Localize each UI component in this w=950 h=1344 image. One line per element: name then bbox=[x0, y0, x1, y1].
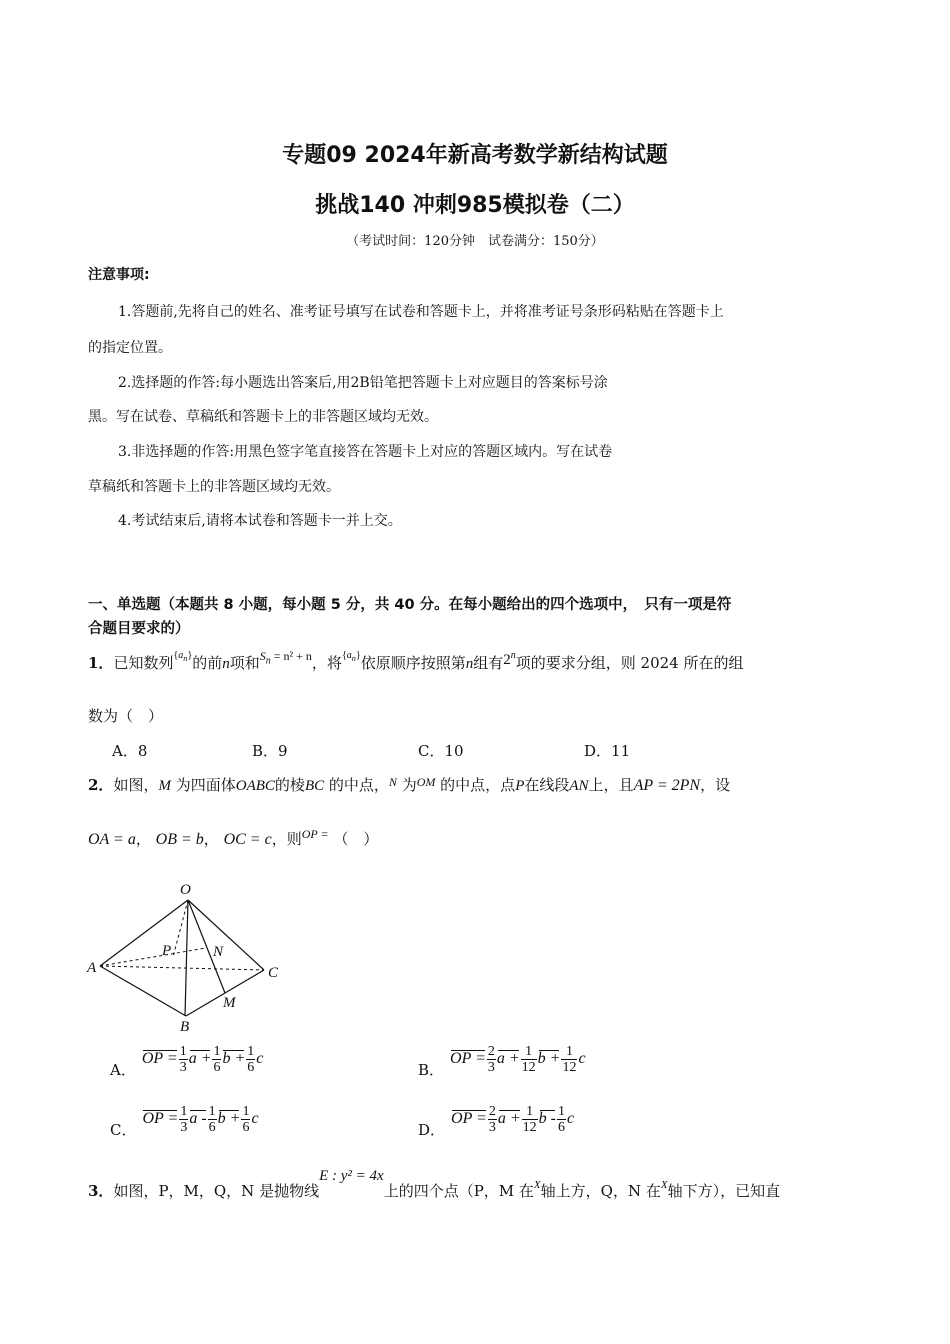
note-item-3-line1: 3.非选择题的作答:用黑色签字笔直接答在答题卡上对应的答题区域内。写在试卷 bbox=[118, 444, 613, 460]
label-m: M bbox=[223, 995, 236, 1011]
q1-text: 依原顺序按照第 bbox=[360, 654, 466, 672]
an-symbol: AN bbox=[569, 778, 589, 794]
q2-text: ，设 bbox=[700, 776, 731, 794]
note-item-2-line1: 2.选择题的作答:每小题选出答案后,用2B铅笔把答题卡上对应题目的答案标号涂 bbox=[118, 375, 608, 391]
label-n: N bbox=[213, 944, 224, 960]
m-symbol: M bbox=[158, 778, 171, 794]
seq-symbol: {an} bbox=[341, 650, 361, 663]
option-expression: OP = $\frac{1}{3}$ a + $\frac{1}{6}$ b + $\frac{1}{6}$ c bbox=[141, 1044, 264, 1075]
edge-ob bbox=[185, 900, 188, 1016]
q1-text: 组有 bbox=[473, 654, 504, 672]
option-letter: A． bbox=[110, 1061, 136, 1080]
q2-text: 为 bbox=[401, 776, 417, 794]
note-item-4: 4.考试结束后,请将本试卷和答题卡一并上交。 bbox=[118, 513, 402, 529]
tetrahedron-figure bbox=[84, 876, 294, 1036]
separator: ， bbox=[135, 830, 151, 848]
p-symbol: P bbox=[515, 778, 525, 794]
question-number: 1． bbox=[88, 654, 114, 672]
q2-text: 在线段 bbox=[524, 776, 570, 794]
parabola-equation: E : y² = 4x bbox=[319, 1168, 384, 1184]
label-a: A bbox=[87, 960, 97, 976]
segment-an bbox=[100, 948, 206, 966]
edge-oc bbox=[188, 900, 264, 970]
q2-text: 的中点， bbox=[328, 776, 389, 794]
power-of-two: 2$^n$ bbox=[503, 650, 516, 668]
edge-oa bbox=[100, 900, 188, 966]
page-title-line1: 专题09 2024年新高考数学新结构试题 bbox=[282, 143, 668, 168]
section-heading-line1: 一、单选题（本题共 8 小题，每小题 5 分，共 40 分。在每小题给出的四个选项中， 只有一项是符 bbox=[88, 597, 732, 613]
question-2-line1 bbox=[88, 774, 730, 795]
label-p: P bbox=[162, 943, 172, 959]
option-d[interactable] bbox=[418, 1104, 575, 1140]
option-expression: OP = $\frac{2}{3}$ a + $\frac{1}{12}$ b + $\frac{1}{12}$ c bbox=[450, 1044, 586, 1075]
exam-info: （考试时间：120分钟 试卷满分：150分） bbox=[346, 234, 604, 249]
q1-text: 已知数列 bbox=[113, 654, 174, 672]
n-symbol: n bbox=[222, 656, 230, 672]
separator: ， bbox=[203, 830, 219, 848]
option-letter: C． bbox=[110, 1121, 137, 1140]
option-expression: OP = $\frac{2}{3}$ a + $\frac{1}{12}$ b - $\frac{1}{6}$ c bbox=[451, 1104, 575, 1135]
note-item-1-line2: 的指定位置。 bbox=[88, 340, 172, 356]
tetrahedron-symbol: OABC bbox=[235, 778, 275, 794]
n-point-symbol: N bbox=[388, 775, 397, 789]
question-1-line2: 数为（ ） bbox=[88, 707, 164, 725]
edge-ab bbox=[100, 966, 186, 1016]
q3-text: 轴上方，Q，N 在 bbox=[540, 1182, 661, 1200]
q2-text: 如图， bbox=[113, 776, 159, 794]
q3-text: 轴下方），已知直 bbox=[667, 1182, 781, 1200]
vector-op: OP = bbox=[301, 827, 329, 841]
option-expression: OP = $\frac{1}{3}$ a - $\frac{1}{6}$ b + $\frac{1}{6}$ c bbox=[142, 1104, 259, 1135]
vector-ob: OB = b bbox=[155, 831, 204, 848]
q2-text: 的棱 bbox=[274, 776, 305, 794]
label-b: B bbox=[180, 1019, 190, 1035]
page-title-line2: 挑战140 冲刺985模拟卷（二） bbox=[315, 193, 635, 218]
option-b[interactable]: B．9 bbox=[252, 742, 288, 760]
hidden-edge-ac bbox=[100, 966, 264, 970]
label-o: O bbox=[180, 882, 191, 898]
question-number: 3． bbox=[88, 1182, 114, 1200]
ratio-condition: AP = 2PN bbox=[633, 777, 701, 794]
q1-text: 的前 bbox=[192, 654, 223, 672]
q3-text: 如图，P，M，Q，N 是抛物线 bbox=[113, 1182, 320, 1200]
vector-oa: OA = a bbox=[88, 831, 136, 848]
q3-text: 上的四个点（P，M 在 bbox=[383, 1182, 534, 1200]
q1-text: 项和 bbox=[229, 654, 260, 672]
sum-formula: Sn = n² + n bbox=[259, 649, 312, 667]
n-symbol: n bbox=[465, 656, 474, 672]
q2-text: 上，且 bbox=[588, 776, 634, 794]
q2-text: ，则 bbox=[271, 830, 302, 848]
question-3-line1 bbox=[88, 1168, 781, 1201]
question-1-line1 bbox=[88, 649, 744, 674]
label-c: C bbox=[268, 965, 279, 981]
answer-blank: （ ） bbox=[333, 830, 379, 848]
option-a[interactable]: A．8 bbox=[112, 742, 148, 760]
notes-heading: 注意事项: bbox=[88, 267, 150, 283]
note-item-2-line2: 黑。写在试卷、草稿纸和答题卡上的非答题区域均无效。 bbox=[88, 409, 438, 425]
note-item-3-line2: 草稿纸和答题卡上的非答题区域均无效。 bbox=[88, 479, 340, 495]
note-item-1-line1: 1.答题前,先将自己的姓名、准考证号填写在试卷和答题卡上，并将准考证号条形码粘贴在答题卡上 bbox=[118, 304, 724, 320]
q2-text: 为四面体 bbox=[175, 776, 236, 794]
vector-oc: OC = c bbox=[223, 831, 272, 848]
q1-text: ，将 bbox=[311, 654, 342, 672]
option-d[interactable]: D．11 bbox=[584, 742, 631, 760]
question-2-line2 bbox=[88, 828, 378, 849]
edge-symbol: BC bbox=[304, 778, 325, 794]
option-c[interactable] bbox=[110, 1104, 259, 1140]
x-axis-symbol: X bbox=[533, 1179, 541, 1191]
option-a[interactable] bbox=[110, 1044, 264, 1080]
x-axis-symbol: X bbox=[660, 1179, 668, 1191]
option-letter: D． bbox=[418, 1121, 446, 1140]
option-letter: B． bbox=[418, 1061, 445, 1080]
segment-op bbox=[173, 900, 188, 957]
q1-text: 项的要求分组，则 2024 所在的组 bbox=[515, 654, 744, 672]
q2-text: 的中点，点 bbox=[440, 776, 516, 794]
om-symbol: OM bbox=[416, 775, 436, 789]
section-heading-line2: 合题目要求的） bbox=[88, 621, 190, 637]
question-number: 2． bbox=[88, 776, 114, 794]
seq-symbol: {an} bbox=[173, 650, 193, 663]
option-c[interactable]: C．10 bbox=[418, 742, 464, 760]
option-b[interactable] bbox=[418, 1044, 586, 1080]
